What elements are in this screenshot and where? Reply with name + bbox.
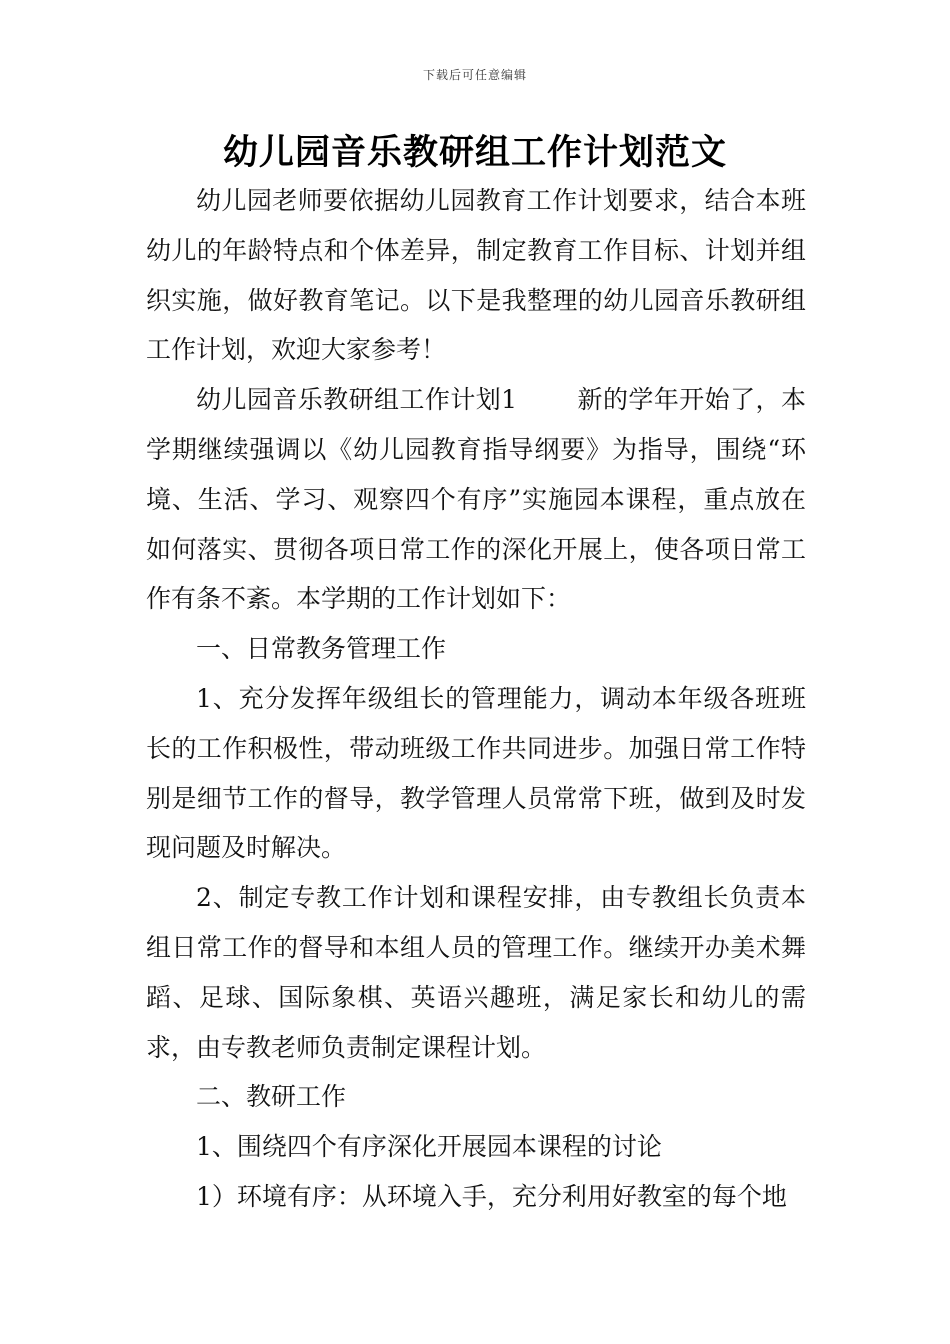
document-title: 幼儿园音乐教研组工作计划范文 [222,133,727,173]
header-note: 下载后可任意编辑 [422,68,527,82]
plan-heading: 幼儿园音乐教研组工作计划1 [196,385,518,415]
subsection-heading-four-orders: 1、围绕四个有序深化开展园本课程的讨论 [196,1132,662,1162]
plan-paragraph [146,375,806,624]
intro-paragraph: 幼儿园老师要依据幼儿园教育工作计划要求，结合本班幼儿的年龄特点和个体差异，制定教育工作目标、计划并组织实施，做好教育笔记。以下是我整理的幼儿园音乐教研组工作计划，欢迎大家参考！ [146,186,806,365]
paragraph-item-1: 1、充分发挥年级组长的管理能力，调动本年级各班班长的工作积极性，带动班级工作共同进步。加强日常工作特别是细节工作的督导，教学管理人员常常下班，做到及时发现问题及时解决。 [146,683,806,863]
section-heading-teaching-research: 二、教研工作 [196,1082,347,1112]
section-heading-daily-affairs: 一、日常教务管理工作 [196,634,447,664]
paragraph-item-2: 2、制定专教工作计划和课程安排，由专教组长负责本组日常工作的督导和本组人员的管理工作。继续开办美术舞蹈、足球、国际象棋、英语兴趣班，满足家长和幼儿的需求，由专教老师负责制定课程计划。 [146,883,806,1062]
paragraph-environment-order: 1）环境有序：从环境入手，充分利用好教室的每个地 [196,1181,787,1211]
plan-intro-text: 新的学年开始了，本学期继续强调以《幼儿园教育指导纲要》为指导，围绕“环境、生活、学习、观察四个有序”实施园本课程，重点放在如何落实、贯彻各项日常工作的深化开展上，使各项日常工作有条不紊。本学期的工作计划如下： [146,385,806,614]
document-body [146,176,806,1222]
